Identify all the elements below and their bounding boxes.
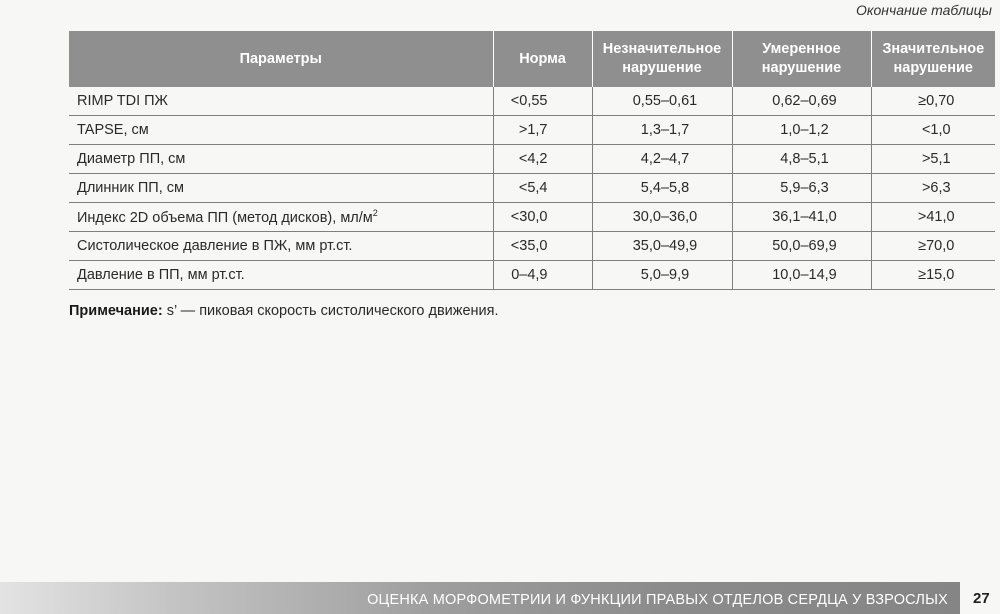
table-continuation-label: Окончание таблицы <box>855 2 992 18</box>
table-note <box>69 303 499 319</box>
running-title: ОЦЕНКА МОРФОМЕТРИИ И ФУНКЦИИ ПРАВЫХ ОТДЕЛОВ СЕРДЦА У ВЗРОСЛЫХ <box>367 592 948 608</box>
table-row <box>69 116 995 145</box>
parameter-name <box>69 203 493 232</box>
norm-value: <30,0 <box>493 203 592 232</box>
severe-value: ≥0,70 <box>871 87 995 116</box>
page-number: 27 <box>973 590 990 607</box>
severe-value: >6,3 <box>871 174 995 203</box>
moderate-value: 1,0–1,2 <box>732 116 871 145</box>
column-header-moderate: Умеренное нарушение <box>732 31 871 87</box>
mild-value: 30,0–36,0 <box>592 203 732 232</box>
norm-value: 0–4,9 <box>493 261 592 290</box>
parameter-name: TAPSE, см <box>69 116 493 145</box>
mild-value: 5,0–9,9 <box>592 261 732 290</box>
parameters-table <box>69 31 995 290</box>
mild-value: 35,0–49,9 <box>592 232 732 261</box>
note-label: Примечание: <box>69 303 163 319</box>
table-row <box>69 203 995 232</box>
mild-value: 4,2–4,7 <box>592 145 732 174</box>
moderate-value: 50,0–69,9 <box>732 232 871 261</box>
parameter-name: RIMP TDI ПЖ <box>69 87 493 116</box>
table-row <box>69 261 995 290</box>
column-header-norm: Норма <box>493 31 592 87</box>
mild-value: 5,4–5,8 <box>592 174 732 203</box>
norm-value: >1,7 <box>493 116 592 145</box>
norm-value: <35,0 <box>493 232 592 261</box>
severe-value: ≥70,0 <box>871 232 995 261</box>
moderate-value: 5,9–6,3 <box>732 174 871 203</box>
table-row <box>69 87 995 116</box>
note-text: s’ — пиковая скорость систолического движения. <box>162 303 499 319</box>
column-header-mild: Незначительное нарушение <box>592 31 732 87</box>
parameter-name-text: Индекс 2D объема ПП (метод дисков), мл/м <box>77 209 373 226</box>
mild-value: 0,55–0,61 <box>592 87 732 116</box>
norm-value: <5,4 <box>493 174 592 203</box>
severe-value: ≥15,0 <box>871 261 995 290</box>
moderate-value: 36,1–41,0 <box>732 203 871 232</box>
mild-value: 1,3–1,7 <box>592 116 732 145</box>
severe-value: <1,0 <box>871 116 995 145</box>
parameter-name: Диаметр ПП, см <box>69 145 493 174</box>
moderate-value: 0,62–0,69 <box>732 87 871 116</box>
parameter-name: Длинник ПП, см <box>69 174 493 203</box>
moderate-value: 10,0–14,9 <box>732 261 871 290</box>
table-row <box>69 174 995 203</box>
table-row <box>69 232 995 261</box>
column-header-parameters: Параметры <box>69 31 493 87</box>
table-row <box>69 145 995 174</box>
severe-value: >41,0 <box>871 203 995 232</box>
norm-value: <0,55 <box>493 87 592 116</box>
moderate-value: 4,8–5,1 <box>732 145 871 174</box>
superscript-exponent: 2 <box>372 208 378 219</box>
parameter-name: Давление в ПП, мм рт.ст. <box>69 261 493 290</box>
severe-value: >5,1 <box>871 145 995 174</box>
table-header-row <box>69 31 995 87</box>
norm-value: <4,2 <box>493 145 592 174</box>
parameter-name: Систолическое давление в ПЖ, мм рт.ст. <box>69 232 493 261</box>
column-header-severe: Значительное нарушение <box>871 31 995 87</box>
